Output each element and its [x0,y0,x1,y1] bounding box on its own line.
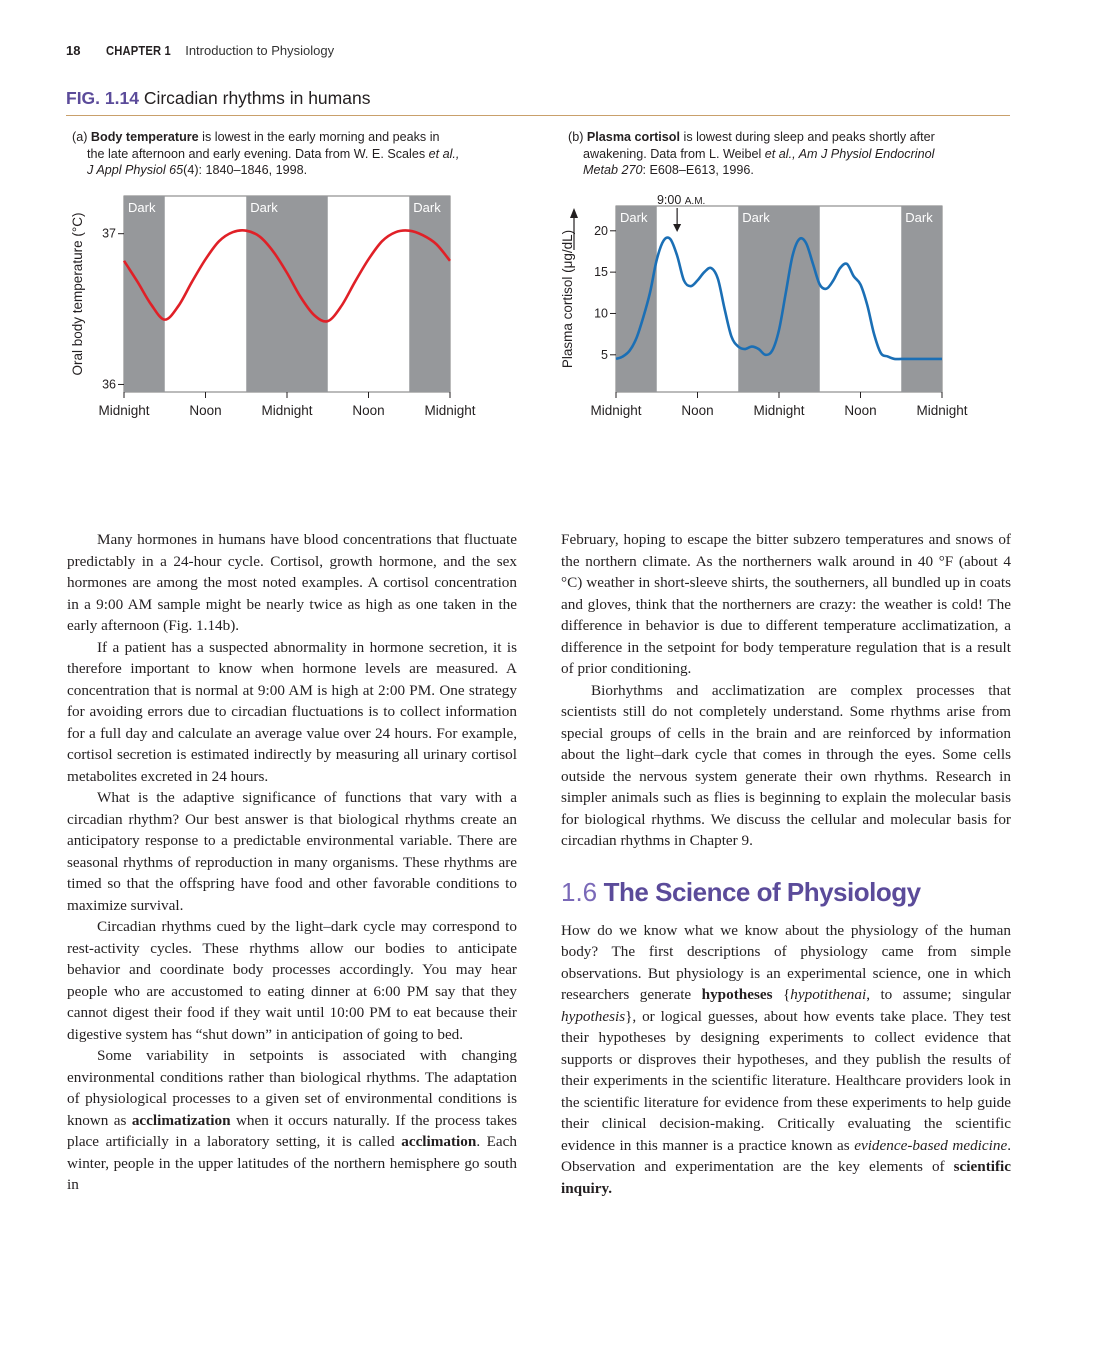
caption-a-text1: is lowest in the early morning and peaks in [198,130,440,144]
x-tick-label: Noon [681,403,714,418]
dark-band [616,206,657,392]
page-number: 18 [66,43,81,58]
paragraph: Biorhythms and acclimatization are complex processes that scientists still do not completely understand. Some rhythms arise from special groups of cells in the brain and are reinforced by information about the light–dark cycle that comes in through the eyes. Some cells outside the nervous system generate their own rhythms. Research in simpler animals such as flies is beginning to explain the molecular basis for biological rhythms. We discuss the cellular and molecular basis for circadian rhythms in Chapter 9. [561,681,1011,849]
caption-b-text1: is lowest during sleep and peaks shortly after [680,130,935,144]
caption-b-bold: Plasma cortisol [586,130,681,144]
etymology: hypotithenai [790,986,867,1003]
dark-band-label: Dark [413,200,441,215]
section-title: The Science of Physiology [603,876,921,907]
paragraph: Many hormones in humans have blood concentrations that fluctuate predictably in a 24-hour cycle. Cortisol, growth hormone, and the sex hormones are among the most noted examples. A cortisol concentration in a 9:00 AM sample might be nearly twice as high as one taken in the early afternoon (Fig. 1.14b). [67,531,517,634]
term-scientific-inquiry: scientific inquiry. [561,1158,1011,1197]
caption-a-letter: (a) [72,130,88,144]
dark-band-label: Dark [128,200,156,215]
dark-band-label: Dark [742,210,770,225]
text-run: Some variability in setpoints is associated with changing environmental conditions rather than biological rhythms. The adaptation of physiological processes to a given set of environmental conditions is known as [67,1047,517,1129]
term-acclimatization: acclimatization [131,1111,231,1129]
figure-label: FIG. 1.14 [66,88,139,108]
x-tick-label: Midnight [261,403,313,418]
chapter-label: CHAPTER 1 [106,43,172,58]
caption-a-bold: Body temperature [90,130,199,144]
y-tick-label: 15 [594,265,608,280]
paragraph: If a patient has a suspected abnormality in hormone secretion, it is therefore important to know when hormone levels are measured. A concentration that is normal at 9:00 AM is high at 2:00 PM. One strategy for avoiding errors due to circadian fluctuations is to collect information for a full day and calculate an average value over 24 hours. For example, cortisol secretion is estimated indirectly by measuring all urinary cortisol metabolites excreted in 24 hours. [67,638,517,785]
paragraph: February, hoping to escape the bitter subzero temperatures and snows of the northern climate. As the northerners walk around in 40 °F (about 4 °C) weather in short-sleeve shirts, the southerners, all bundled up in coats and gloves, think that the northerners are crazy: the weather is cold! The difference in behavior is due to different temperature acclimatization, a difference in the setpoint for body temperature regulation that is a result of prior conditioning. [561,531,1011,677]
y-axis-label: Oral body temperature (°C) [70,212,85,376]
x-tick-label: Noon [352,403,385,418]
x-tick-label: Noon [844,403,877,418]
y-axis-arrowhead [570,208,578,218]
y-tick-label: 5 [601,347,608,362]
chapter-title: Introduction to Physiology [185,43,335,58]
figure-rule [66,115,1010,116]
caption-b-etal: et al., Am J Physiol Endocrinol [764,146,935,161]
caption-b-letter: (b) [568,130,584,144]
text-run: }, or logical guesses, about how events take place. They test their hypotheses by designing experiments to collect evidence that supports or disproves their hypotheses, and they publish the results of their experiments in the scientific literature. Healthcare providers look in the scientific literature for evidence from these experiments to help guide their clinical decision-making. Critically evaluating the scientific evidence in this manner is a practice known as [561,1007,1011,1154]
x-tick-label: Noon [189,403,222,418]
term-acclimation: acclimation [401,1133,477,1150]
text-run: , to assume; singular [866,986,1012,1003]
term-hypotheses: hypotheses [701,986,773,1003]
dark-band-label: Dark [620,210,648,225]
caption-a-text2: the late afternoon and early evening. Data from W. E. Scales [87,146,429,161]
y-axis-label: Plasma cortisol (μg/dL) [560,229,575,369]
body-column-right [561,529,1011,1199]
caption-b [568,129,1008,179]
text-run: { [772,986,791,1003]
caption-b-journal: Metab 270 [583,163,643,177]
etymology: hypothesis [561,1007,626,1025]
text-run: . Each winter, people in the upper latitudes of the northern hemisphere go south in [67,1133,518,1193]
dark-band-label: Dark [250,200,278,215]
dark-band [409,196,450,392]
dark-band [901,206,942,392]
figure-title-text: Circadian rhythms in humans [143,88,371,108]
paragraph: What is the adaptive significance of functions that vary with a circadian rhythm? Our best answer is that biological rhythms create an anticipatory response to a predictable environmental variable. There are seasonal rhythms of reproduction in many organisms. These rhythms are timed so that the offspring have food and other favorable conditions to maximize survival. [67,789,517,914]
running-head [66,43,334,58]
caption-a [72,129,532,179]
x-tick-label: Midnight [916,403,968,418]
plasma-cortisol-chart [556,190,996,440]
dark-band [246,196,328,392]
body-temperature-chart [66,190,506,440]
text-run: How do we know what we know about the physiology of the human body? The first descriptions of physiology came from simple observations. But physiology is an experimental science, one in which researchers generate [561,921,1011,1003]
caption-a-journal: J Appl Physiol 65 [87,163,184,177]
x-tick-label: Midnight [424,403,476,418]
annotation-label: 9:00 A.M. [656,193,706,207]
paragraph [67,1045,517,1196]
section-number: 1.6 [561,876,598,907]
paragraph: Circadian rhythms cued by the light–dark cycle may correspond to rest-activity cycles. These rhythms allow our bodies to anticipate behavior and coordinate body processes accordingly. You may hear people who are accustomed to eating dinner at 6:00 PM say that they cannot digest their food if they wait until 10:00 PM to eat because their digestive system has “shut down” in anticipation of going to bed. [67,918,517,1043]
y-tick-label: 37 [102,226,116,241]
dark-band-label: Dark [905,210,933,225]
caption-a-etal: et al., [428,146,460,161]
figure-title [66,88,370,109]
caption-a-text3: (4): 1840–1846, 1998. [183,163,308,177]
caption-b-text3: : E608–E613, 1996. [642,163,754,177]
paragraph [561,920,1011,1200]
caption-b-text2: awakening. Data from L. Weibel [583,146,765,161]
text-run: when it occurs naturally. If the process takes place artificially in a laboratory setting, it is called [67,1111,518,1150]
text-run: . Observation and experimentation are the key elements of [561,1136,1011,1175]
term-evidence-based-medicine: evidence-based medicine [854,1136,1008,1154]
dark-band [738,206,820,392]
x-tick-label: Midnight [753,403,805,418]
x-tick-label: Midnight [590,403,642,418]
y-tick-label: 10 [594,306,608,321]
section-heading [561,877,1011,908]
x-tick-label: Midnight [98,403,150,418]
y-tick-label: 36 [102,377,116,392]
body-column-left [67,529,517,1196]
y-tick-label: 20 [594,223,608,238]
